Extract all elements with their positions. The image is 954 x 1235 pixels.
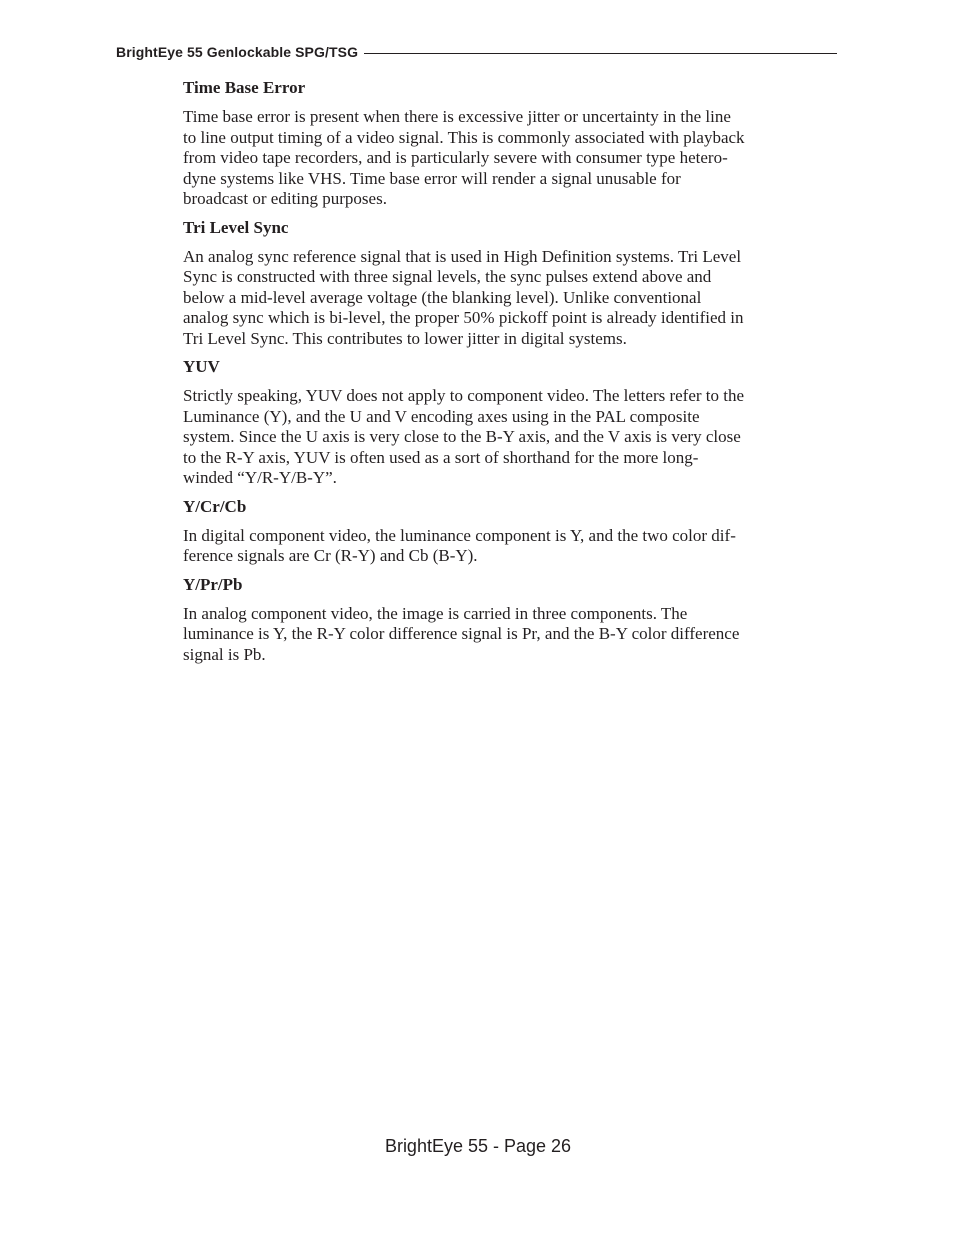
definition-line: Tri Level Sync. This contributes to lower jitter in digital systems.: [183, 328, 627, 348]
definition-line: In digital component video, the luminance component is Y, and the two color dif-: [183, 525, 736, 545]
glossary-entry: [183, 497, 843, 567]
glossary-term-heading: Time Base Error: [183, 78, 306, 97]
glossary-definition: [183, 107, 843, 210]
glossary-term-heading: Y/Pr/Pb: [183, 574, 243, 594]
header-rule: [364, 53, 837, 54]
definition-line: luminance is Y, the R-Y color difference signal is Pr, and the B-Y color difference: [183, 624, 740, 643]
glossary-definition: [183, 604, 843, 666]
page-header: [116, 40, 837, 64]
definition-line: Strictly speaking, YUV does not apply to component video. The letters refer to the: [183, 386, 745, 405]
definition-line: analog sync which is bi-level, the proper 50% pickoff point is already identified in: [183, 308, 744, 327]
definition-line: to line output timing of a video signal. This is commonly associated with playback: [183, 127, 745, 147]
glossary-term-heading: Y/Cr/Cb: [183, 496, 247, 516]
running-header-title: BrightEye 55 Genlockable SPG/TSG: [116, 44, 359, 60]
glossary-entry: [183, 575, 843, 666]
glossary-definition: [183, 386, 843, 489]
definition-line: dyne systems like VHS. Time base error will render a signal unusable for: [183, 168, 681, 188]
definition-line: An analog sync reference signal that is used in High Definition systems. Tri Level: [183, 246, 742, 266]
glossary-definition: [183, 247, 843, 350]
definition-line: Sync is constructed with three signal levels, the sync pulses extend above and: [183, 267, 712, 286]
page-footer: BrightEye 55 - Page 26: [384, 1136, 572, 1156]
definition-line: broadcast or editing purposes.: [183, 189, 387, 208]
definition-line: ference signals are Cr (R-Y) and Cb (B-Y).: [183, 546, 478, 565]
definition-line: below a mid-level average voltage (the blanking level). Unlike conventional: [183, 287, 702, 307]
glossary-definition: [183, 526, 843, 567]
glossary-term-heading: Tri Level Sync: [183, 217, 289, 237]
definition-line: system. Since the U axis is very close to the B-Y axis, and the V axis is very close: [183, 427, 741, 446]
definition-line: In analog component video, the image is carried in three components. The: [183, 603, 688, 623]
definition-line: to the R-Y axis, YUV is often used as a sort of shorthand for the more long-: [183, 447, 699, 467]
definition-line: from video tape recorders, and is particularly severe with consumer type hetero-: [183, 148, 728, 167]
definition-line: Time base error is present when there is excessive jitter or uncertainty in the line: [183, 107, 731, 126]
glossary-content: [183, 78, 843, 673]
definition-line: winded “Y/R-Y/B-Y”.: [183, 468, 337, 487]
glossary-entry: [183, 78, 843, 210]
definition-line: Luminance (Y), and the U and V encoding axes using in the PAL composite: [183, 406, 700, 426]
glossary-entry: [183, 218, 843, 350]
glossary-term-heading: YUV: [183, 357, 220, 376]
definition-line: signal is Pb.: [183, 644, 266, 664]
glossary-entry: [183, 357, 843, 489]
